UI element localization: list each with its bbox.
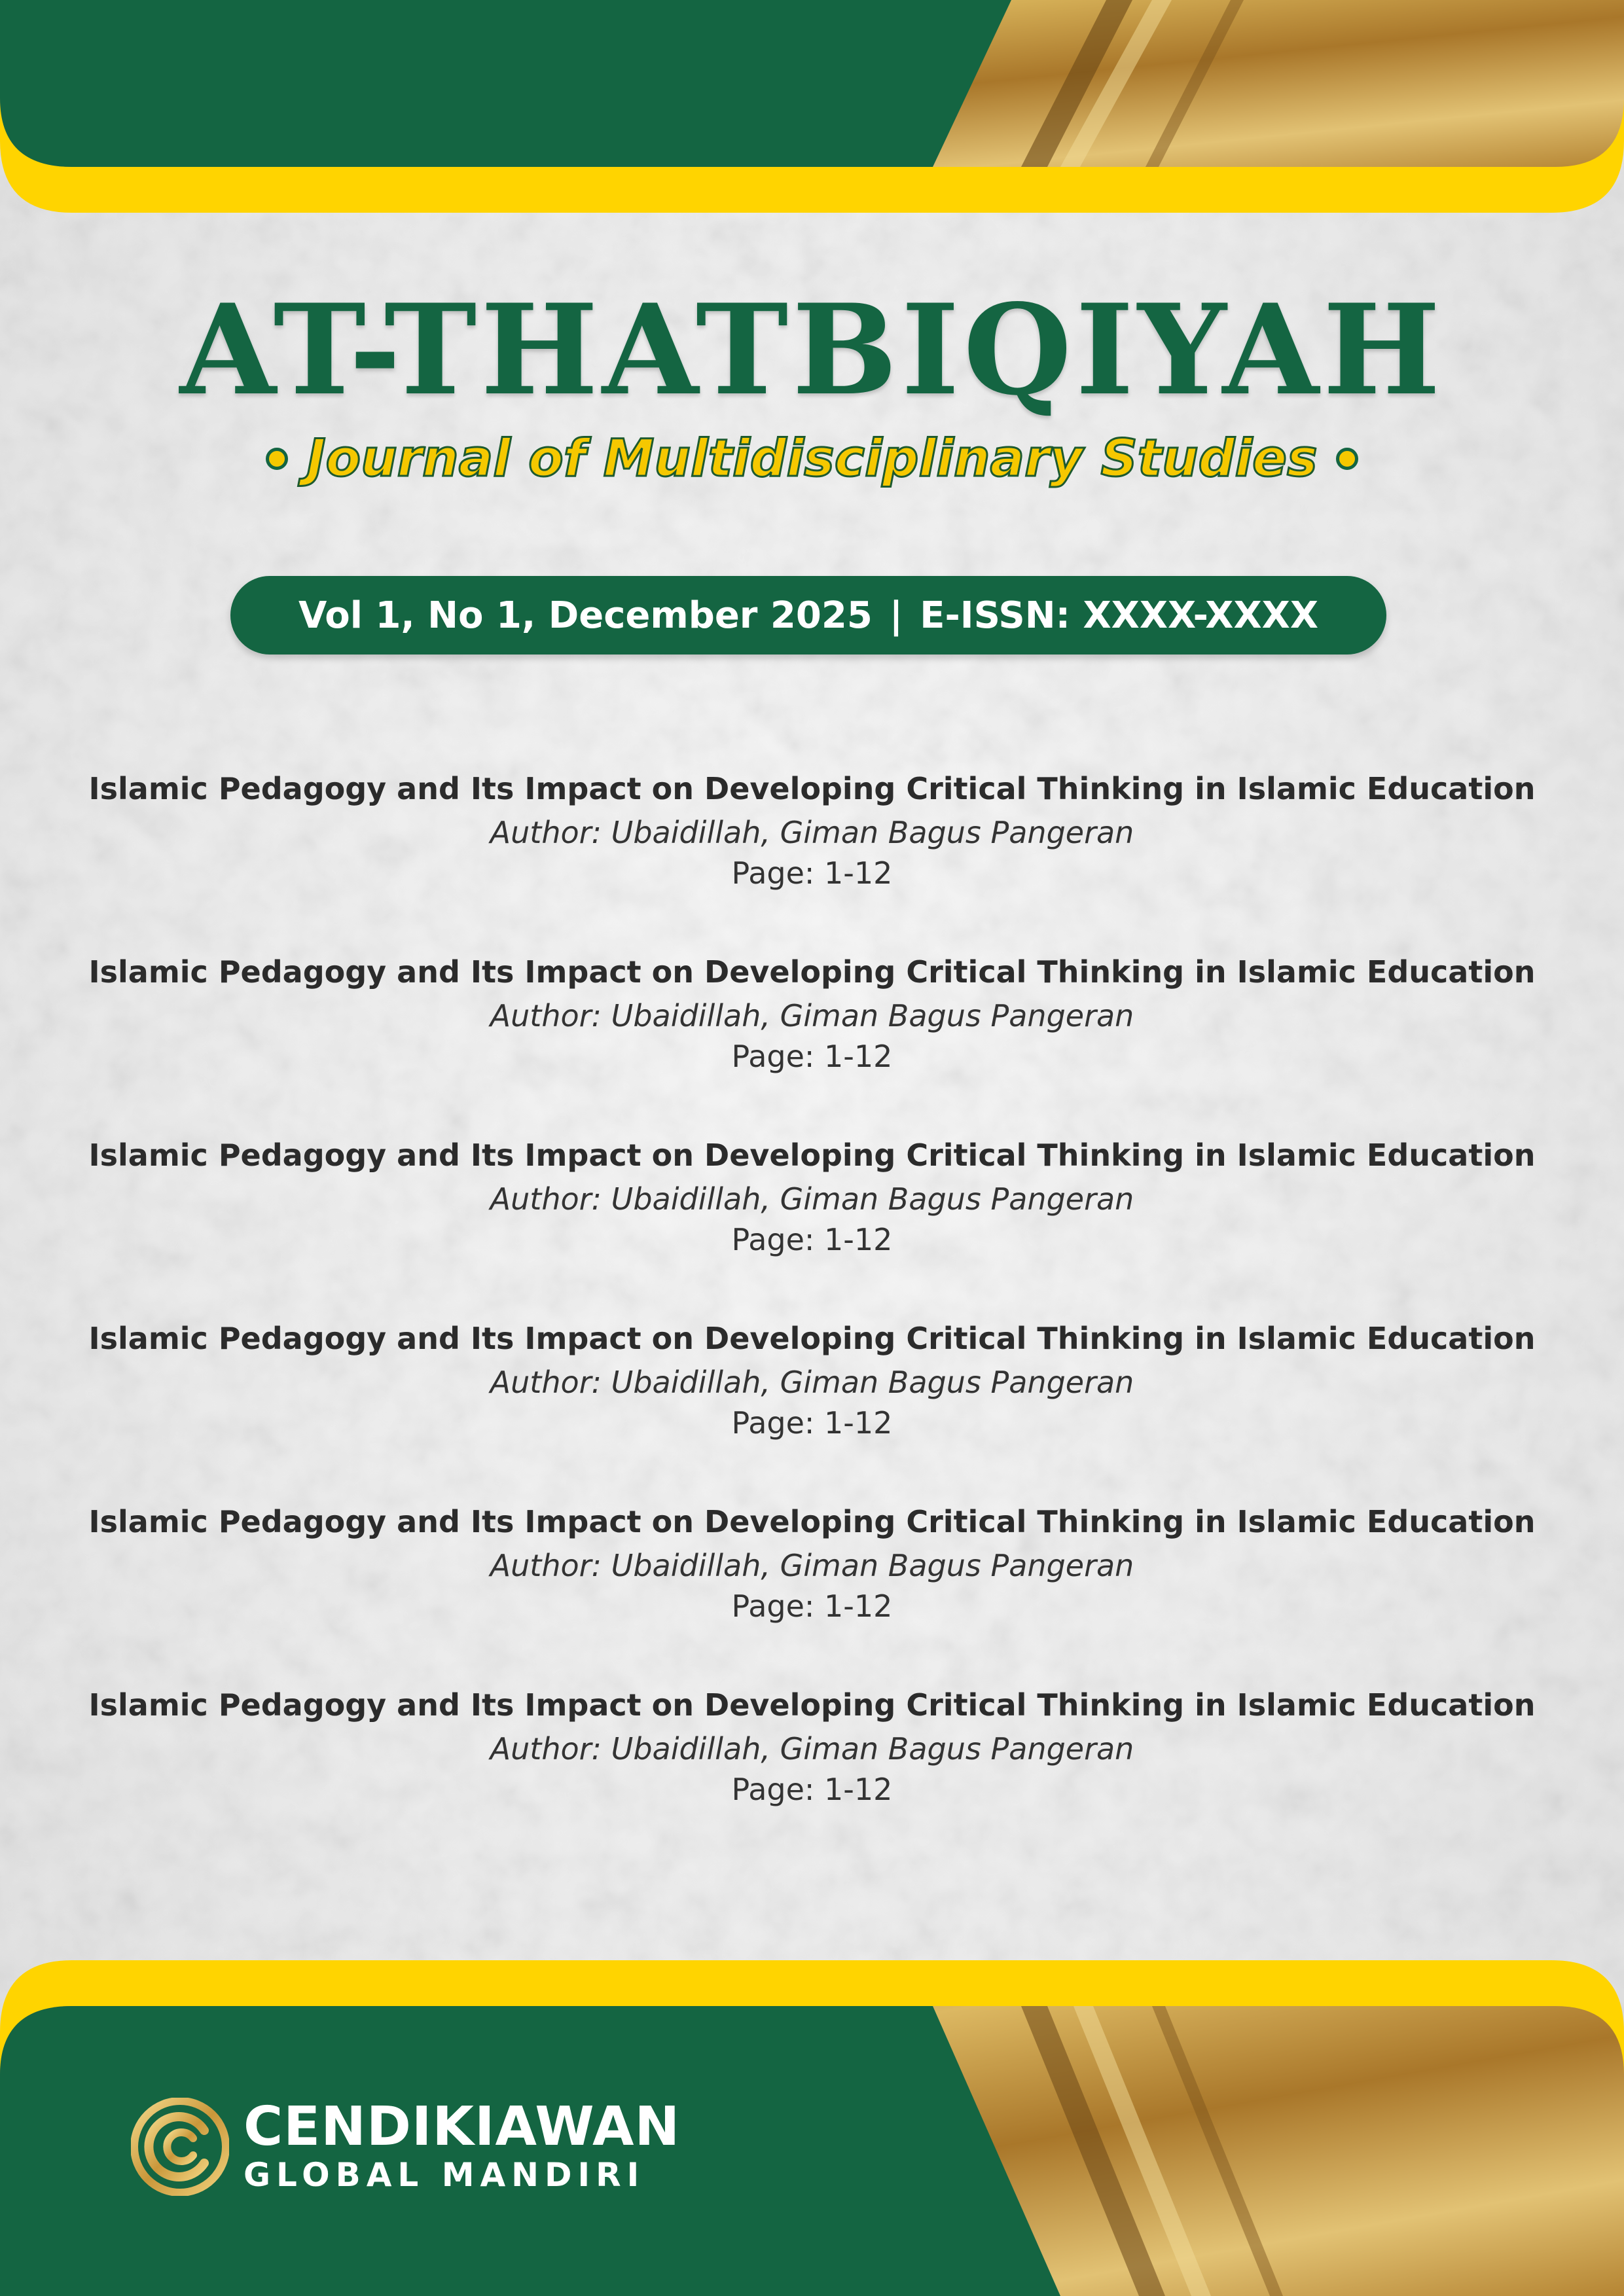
article-entry xyxy=(0,1316,1624,1499)
article-title: Islamic Pedagogy and Its Impact on Developing Critical Thinking in Islamic Education xyxy=(88,1321,1536,1356)
publisher-subname: GLOBAL MANDIRI xyxy=(244,2156,645,2194)
article-author: Author: Ubaidillah, Giman Bagus Pangeran xyxy=(490,998,1134,1033)
publisher-block xyxy=(131,2098,680,2196)
article-entry xyxy=(0,1132,1624,1316)
article-title: Islamic Pedagogy and Its Impact on Developing Critical Thinking in Islamic Education xyxy=(88,1138,1536,1173)
masthead xyxy=(0,277,1624,488)
article-page: Page: 1-12 xyxy=(731,855,893,891)
volume-info: Vol 1, No 1, December 2025 xyxy=(298,594,873,637)
subtitle-row xyxy=(0,429,1624,488)
journal-title: AT-THATBIQIYAH xyxy=(179,277,1445,423)
journal-subtitle: Journal of Multidisciplinary Studies xyxy=(306,429,1318,488)
article-entry xyxy=(0,766,1624,949)
bullet-dot-icon xyxy=(266,448,288,470)
article-title: Islamic Pedagogy and Its Impact on Developing Critical Thinking in Islamic Education xyxy=(88,1504,1536,1539)
article-page: Page: 1-12 xyxy=(731,1772,893,1807)
article-entry xyxy=(0,1682,1624,1865)
issue-separator: | xyxy=(889,594,903,637)
bullet-dot-icon xyxy=(1336,448,1358,470)
table-of-contents xyxy=(0,766,1624,1865)
article-entry xyxy=(0,949,1624,1132)
article-page: Page: 1-12 xyxy=(731,1405,893,1441)
article-author: Author: Ubaidillah, Giman Bagus Pangeran xyxy=(490,815,1134,850)
issue-info-pill xyxy=(230,576,1386,655)
publisher-logo-icon xyxy=(131,2098,229,2196)
article-title: Islamic Pedagogy and Its Impact on Developing Critical Thinking in Islamic Education xyxy=(88,1687,1536,1723)
article-page: Page: 1-12 xyxy=(731,1039,893,1074)
publisher-text xyxy=(244,2096,681,2195)
header-band xyxy=(0,0,1624,223)
article-entry xyxy=(0,1499,1624,1682)
article-title: Islamic Pedagogy and Its Impact on Developing Critical Thinking in Islamic Education xyxy=(88,954,1536,990)
article-page: Page: 1-12 xyxy=(731,1588,893,1624)
publisher-name: CENDIKIAWAN xyxy=(244,2096,681,2158)
article-author: Author: Ubaidillah, Giman Bagus Pangeran xyxy=(490,1731,1134,1767)
article-page: Page: 1-12 xyxy=(731,1222,893,1257)
article-author: Author: Ubaidillah, Giman Bagus Pangeran xyxy=(490,1181,1134,1217)
article-author: Author: Ubaidillah, Giman Bagus Pangeran xyxy=(490,1548,1134,1583)
article-title: Islamic Pedagogy and Its Impact on Developing Critical Thinking in Islamic Education xyxy=(88,771,1536,806)
issn: E-ISSN: XXXX-XXXX xyxy=(920,594,1318,637)
article-author: Author: Ubaidillah, Giman Bagus Pangeran xyxy=(490,1365,1134,1400)
